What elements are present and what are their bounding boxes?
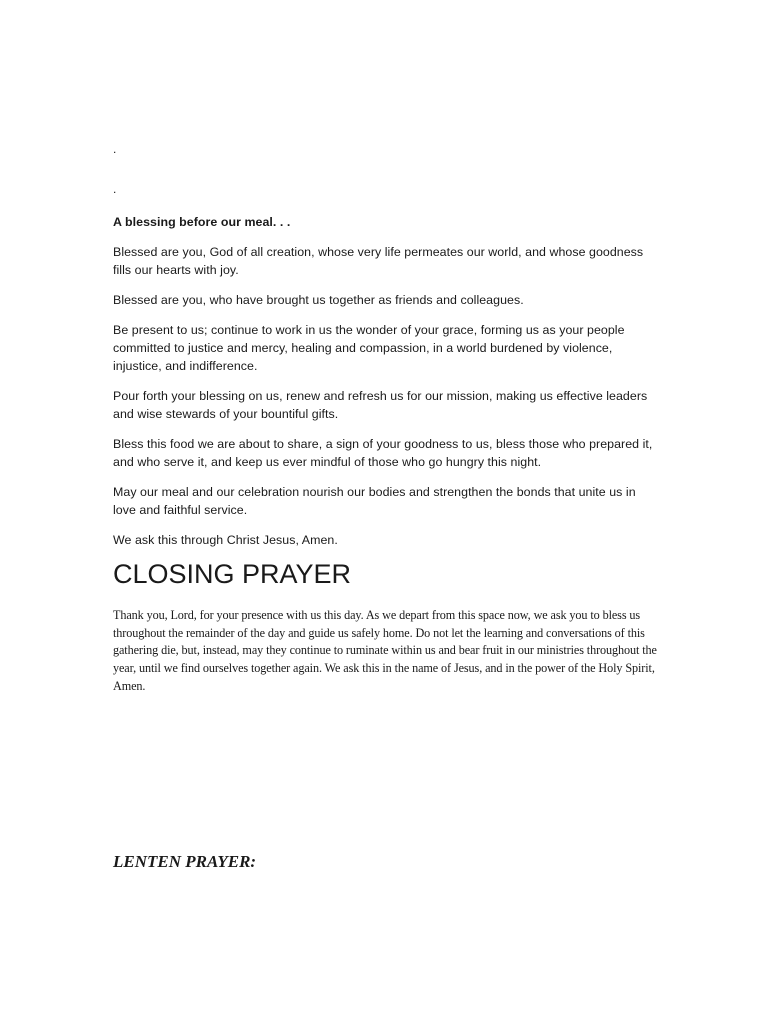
closing-prayer-text: Thank you, Lord, for your presence with us this day. As we depart from this space now, we ask you to bless us throughout the remainder of the day and guide us safely home. Do not let the learning and conversations of this gathering die, but, instead, may they continue to ruminate within us and bear fruit in our ministries throughout the year, until we find ourselves together again. We ask this in the name of Jesus, and in the power of the Holy Spirit, Amen. <box>113 608 657 693</box>
marker-dot: . <box>113 182 117 196</box>
lenten-prayer-title: LENTEN PRAYER: <box>113 852 257 871</box>
meal-blessing-paragraph: Bless this food we are about to share, a sign of your goodness to us, bless those who prepared it, and who serve it, and keep us ever mindful of those who go hungry this night. <box>113 437 653 469</box>
meal-blessing-paragraph: We ask this through Christ Jesus, Amen. <box>113 533 338 547</box>
marker-dot: . <box>113 142 117 156</box>
closing-prayer-title: CLOSING PRAYER <box>113 559 352 589</box>
meal-blessing-paragraph: May our meal and our celebration nourish our bodies and strengthen the bonds that unite us in love and faithful service. <box>113 485 636 517</box>
meal-blessing-paragraph: Blessed are you, God of all creation, whose very life permeates our world, and whose goodness fills our hearts with joy. <box>113 245 644 277</box>
meal-blessing-paragraph: Pour forth your blessing on us, renew and refresh us for our mission, making us effective leaders and wise stewards of your bountiful gifts. <box>113 389 648 421</box>
meal-blessing-paragraph: Be present to us; continue to work in us the wonder of your grace, forming us as your people committed to justice and mercy, healing and compassion, in a world burdened by violence, injustice, and indifference. <box>113 323 625 373</box>
meal-blessing-paragraph: Blessed are you, who have brought us together as friends and colleagues. <box>113 293 524 307</box>
meal-blessing-section <box>113 213 658 561</box>
meal-blessing-heading: A blessing before our meal. . . <box>113 215 291 229</box>
